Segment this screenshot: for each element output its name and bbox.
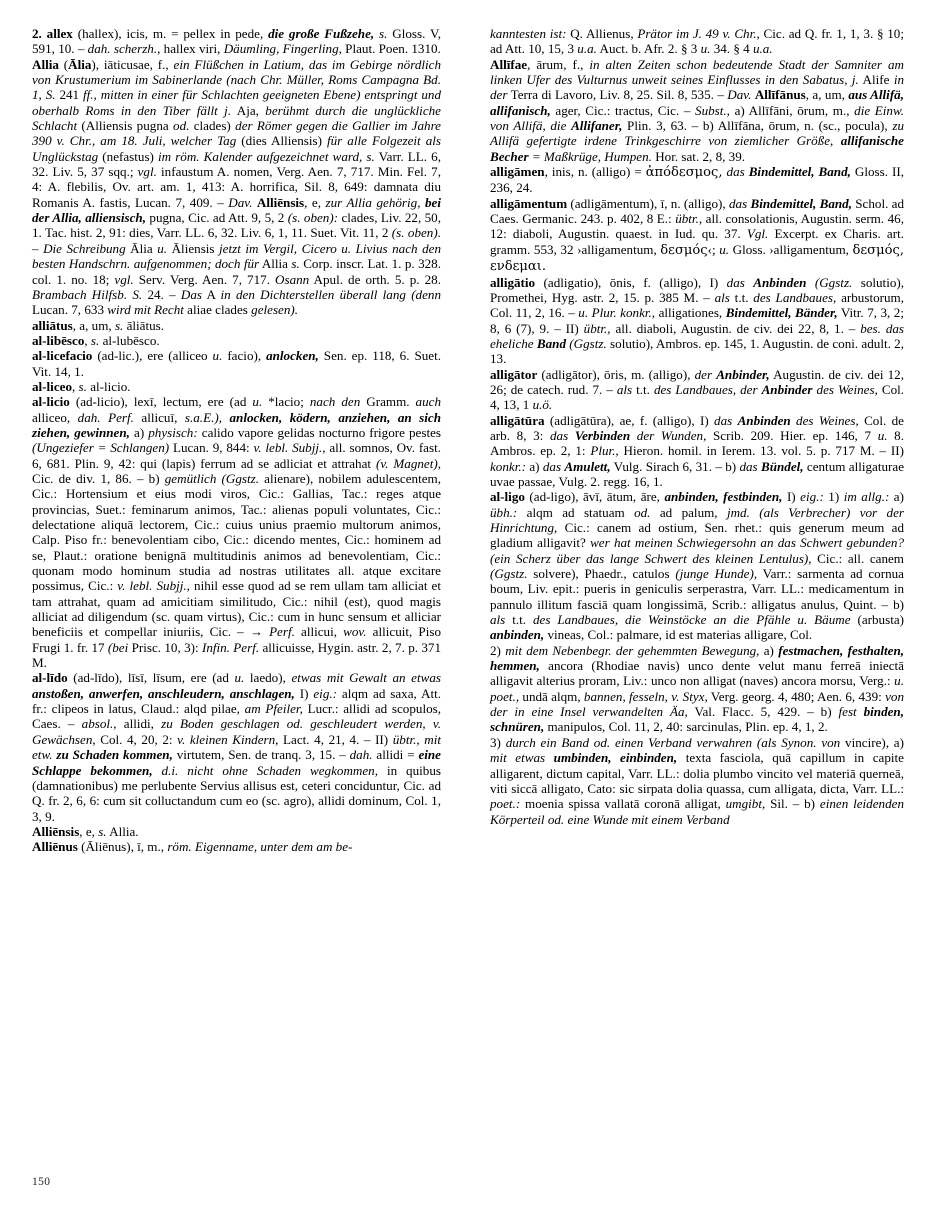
dictionary-entry: alligātio (adligatio), ōnis, f. (alligo), I) das Anbinden (Ggstz. solutio), Promethei, Hyg. astr. 2, 15. p. 385 M. – als t.t. des Landbaues, arbustorum, Col. 11, 2, 16. – u. Plur. konkr., alligationes, Bindemittel, Bänder, Vitr. 7, 3, 2; 8, 6 (7), 9. – II) übtr., all. diaboli, Augustin. de civ. dei 22, 8, 1. – bes. das eheliche Band (Ggstz. solutio), Ambros. ep. 145, 1. Augustin. de coni. adult. 2, 13. bbox=[490, 274, 905, 367]
dictionary-entry: alligātūra (adligātūra), ae, f. (alligo), I) das Anbinden des Weines, Col. de arb. 8, 3: das Verbinden der Wunden, Scrib. 209. Hier. ep. 146, 7 u. 8. Ambros. ep. 2, 1: Plur., Hieron. homil. in Ierem. 13. vol. 5. p. 717 M. – II) konkr.: a) das Amulett, Vulg. Sirach 6, 31. – b) das Bündel, centum alligaturae uvae passae, Vulg. 2. regg. 16, 1. bbox=[490, 412, 905, 489]
dictionary-entry: alligāmentum (adligāmentum), ī, n. (alligo), das Bindemittel, Band, Schol. ad Caes. Germanic. 243. p. 402, 8 E.: übtr., all. consolationis, Augustin. serm. 46, 12: diaboli, Augustin. quaest. in Iud. qu. 37. Vgl. Excerpt. ex Charis. art. gramm. 553, 32 ›alligamentum, δεσμός‹; u. Gloss. ›alligamentum, δεσμός, ενδεμαι. bbox=[490, 195, 905, 275]
dictionary-entry: Alliēnsis, e, s. Allia. bbox=[32, 823, 139, 839]
right-column bbox=[490, 26, 904, 1151]
page-columns bbox=[32, 26, 904, 1151]
dictionary-entry: al-licefacio (ad-lic.), ere (alliceo u. facio), anlocken, Sen. ep. 118, 6. Suet. Vit. 14, 1. bbox=[32, 348, 441, 379]
dictionary-entry: al-ligo (ad-ligo), āvī, ātum, āre, anbinden, festbinden, I) eig.: 1) im allg.: a) übh.: alqm ad statuam od. ad palum, jmd. (als Verbrecher) vor der Hinrichtung, Cic.: canem ad ostium, Sen. rhet.: quis generum meum ad gladium alligavit? wer hat meinen Schwiegersohn an das Schwert gebunden? (ein Scherz über das lange Schwert des kleinen Lentulus), Cic.: all. canem (Ggstz. solvere), Phaedr., catulos (junge Hunde), Varr.: sarmenta ad cornua boum, Liv. epit.: pueris in geniculis serperastra, Varr. LL.: medicamentum in pannulo illitum fasciā quam longissimā, Scrib.: alligatus anulus, Quint. – b) als t.t. des Landbaues, die Weinstöcke an die Pfähle u. Bäume (arbusta) anbinden, vineas, Col.: palmare, id est materias alligare, Col. bbox=[490, 489, 904, 643]
dictionary-entry: alliātus, a, um, s. āliātus. bbox=[32, 317, 165, 333]
page-number: 150 bbox=[32, 1176, 51, 1188]
dictionary-entry: alligātor (adligātor), ōris, m. (alligo), der Anbinder, Augustin. de civ. dei 12, 26; de catech. rud. 7. – als t.t. des Landbaues, der Anbinder des Weines, Col. 4, 13, 1 u.ö. bbox=[490, 366, 905, 413]
left-column bbox=[32, 26, 441, 1151]
dictionary-entry-continuation: kanntesten ist: Q. Allienus, Prätor im J. 49 v. Chr., Cic. ad Q. fr. 1, 1, 3. § 10; ad Att. 10, 15, 3 u.a. Auct. b. Afr. 2. § 3 u. 34. § 4 u.a. bbox=[490, 26, 904, 57]
dictionary-sense-block: 3) durch ein Band od. einen Verband verwahren (als Synon. von vincire), a) mit etwas umbinden, einbinden, texta fasciola, quā capillum in capite alligarent, dictum capital, Varr. LL.: dolia plumbo vincito vel materiā querneā, viti siccā alligato, Cato: sic sirpata dolia quassa, cum alligata, dicta, Varr. LL.: poet.: moenia spissa vallatā coronā alligat, umgibt, Sil. – b) einen leidenden Körperteil od. eine Wunde mit einem Verband bbox=[490, 734, 904, 827]
dictionary-entry: Alliēnus (Āliēnus), ī, m., röm. Eigenname, unter dem am be- bbox=[32, 839, 353, 855]
dictionary-entry: al-līdo (ad-līdo), līsī, līsum, ere (ad u. laedo), etwas mit Gewalt an etwas anstoßen, anwerfen, anschleudern, anschlagen, I) eig.: alqm ad saxa, Att. fr.: clipeos in latus, Claud.: alqd pilae, am Pfeiler, Lucr.: allidi ad scopulos, Caes. – absol., allidi, zu Boden geschlagen od. geschleudert werden, v. Gewächsen, Col. 4, 20, 2: v. kleinen Kindern, Lact. 4, 21, 4. – II) übtr., mit etw. zu Schaden kommen, virtutem, Sen. de tranq. 3, 15. – dah. allidi = eine Schlappe bekommen, d.i. nicht ohne Schaden wegkommen, in quibus (damnationibus) me perlubente Servius allisus est, ceteri conciduntur, Cic. ad Q. fr. 2, 6, 6: cum sit colluctandum cum eo (sc. agro), allidi dominum, Col. 1, 3, 9. bbox=[32, 670, 442, 824]
dictionary-entry: al-liceo, s. al-licio. bbox=[32, 378, 131, 394]
dictionary-sense-block: 2) mit dem Nebenbegr. der gehemmten Bewegung, a) festmachen, festhalten, hemmen, ancora (Rhodiae navis) unco dente velut manu ferreā iniectā alligavit alterius proram, Liv.: unco non alligat (naves) ancora morsu, Verg.: u. poet., undā alqm, bannen, fesseln, v. Styx, Verg. georg. 4, 480; Aen. 6, 439: von der in eine Insel verwandelten Äa, Val. Flacc. 5, 429. – b) fest binden, schnüren, manipulos, Col. 11, 2, 40: sarcinulas, Plin. ep. 4, 1, 2. bbox=[490, 642, 904, 735]
dictionary-entry: al-licio (ad-licio), lexī, lectum, ere (ad u. *lacio; nach den Gramm. auch alliceo, dah. Perf. allicuī, s.a.E.), anlocken, ködern, anziehen, an sich ziehen, gewinnen, a) physisch: calido vapore gelidas nocturno frigore pestes (Ungeziefer = Schlangen) Lucan. 9, 844: v. lebl. Subjj., all. somnos, Ov. fast. 6, 681. Plin. 9, 42: qui (lapis) ferrum ad se adliciat et attrahat (v. Magnet), Cic. de div. 1, 86. – b) gemütlich (Ggstz. alienare), nobilem adulescentem, Cic.: Hortensium et eius modi viros, Cic.: Gallias, Tac.: reges atque provincias, Suet.: feminarum animos, Tac.: alienas populi voluntates, Cic.: delectatione aliquā lectorem, Cic.: cuius unius praemio multorum animos, Calp. Piso fr.: benevolentiam cibo, Cic.: dicendo mentes, Cic.: hominem ad se, Plaut.: oratione benignā multitudinis animos ad benevolentiam, Cic.: quonam modo hominum studia ad nostras utilitates all. atque excitare possimus, Cic.: v. lebl. Subjj., nihil esse quod ad se rem ullam tam alliciat et tam attrahat, quam ad amicitiam similitudo, Cic.: nihil (est), quod magis alliciat ad diligendum (sc. quam virtus), Cic.: cum in hunc sensum et alliciar beneficiis et compellar iniuriis, Cic. – → Perf. allicui, wov. allicuit, Piso Frugi 1. fr. 17 (bei Prisc. 10, 3): Infin. Perf. allicuisse, Hygin. astr. 2, 7. p. 371 M. bbox=[32, 394, 442, 671]
dictionary-entry: al-libēsco, s. al-lubēsco. bbox=[32, 332, 160, 348]
dictionary-entry: Allīfae, ārum, f., in alten Zeiten schon bedeutende Stadt der Samniter am linken Ufer des Vulturnus unweit seines Einflusses in den Sabatus, j. Alife in der Terra di Lavoro, Liv. 8, 25. Sil. 8, 535. – Dav. Allīfānus, a, um, aus Allifä, allifanisch, ager, Cic.: tractus, Cic. – Subst., a) Allīfāni, ōrum, m., die Einw. von Allifä, die Allifaner, Plin. 3, 63. – b) Allīfāna, ōrum, n. (sc., pocula), zu Allifä gefertigte irdene Trinkgeschirre von ziemlicher Größe, allifanische Becher = Maßkrüge, Humpen. Hor. sat. 2, 8, 39. bbox=[490, 56, 905, 164]
dictionary-entry: Allia (Ālia), iāticusae, f., ein Flüßchen in Latium, das im Gebirge nördlich von Krustumerium im Sabinerlande (nach Chr. Müller, Roms Campagna Bd. 1, S. 241 ff., mitten in einer für Schlachten geeigneten Ebene) entspringt und oberhalb Roms in den Tiber fällt j. Aja, berühmt durch die unglückliche Schlacht (Alliensis pugna od. clades) der Römer gegen die Gallier im Jahre 390 v. Chr., am 18. Juli, welcher Tag (dies Alliensis) für alle Folgezeit als Unglückstag (nefastus) im röm. Kalender aufgezeichnet ward, s. Varr. LL. 6, 32. Liv. 5, 37 sqq.; vgl. infaustum A. nomen, Verg. Aen. 7, 717. Min. Fel. 7, 4: A. flebilis, Ov. art. am. 1, 413: A. horrifica, Sil. 8, 649: damnata diu Romanis A. fastis, Lucan. 7, 409. – Dav. Alliēnsis, e, zur Allia gehörig, bei der Allia, alliensisch, pugna, Cic. ad Att. 9, 5, 2 (s. oben): clades, Liv. 22, 50, 1. Tac. hist. 2, 91: dies, Varr. LL. 6, 32. Liv. 6, 1, 11. Suet. Vit. 11, 2 (s. oben). – Die Schreibung Ālia u. Āliensis jetzt im Vergil, Cicero u. Livius nach den besten Handschrn. aufgenommen; doch für Allia s. Corp. inscr. Lat. 1. p. 328. col. 1. no. 18; vgl. Serv. Verg. Aen. 7, 717. Osann Apul. de orth. 5. p. 28. Brambach Hilfsb. S. 24. – Das A in den Dichterstellen überall lang (denn Lucan. 7, 633 wird mit Recht aliae clades gelesen). bbox=[32, 56, 442, 318]
dictionary-entry: alligāmen, inis, n. (alligo) = ἀπόδεσμος, das Bindemittel, Band, Gloss. II, 236, 24. bbox=[490, 164, 904, 196]
dictionary-entry: 2. allex (hallex), icis, m. = pellex in pede, die große Fußzehe, s. Gloss. V, 591, 10. – dah. scherzh., hallex viri, Däumling, Fingerling, Plaut. Poen. 1310. bbox=[32, 26, 441, 57]
